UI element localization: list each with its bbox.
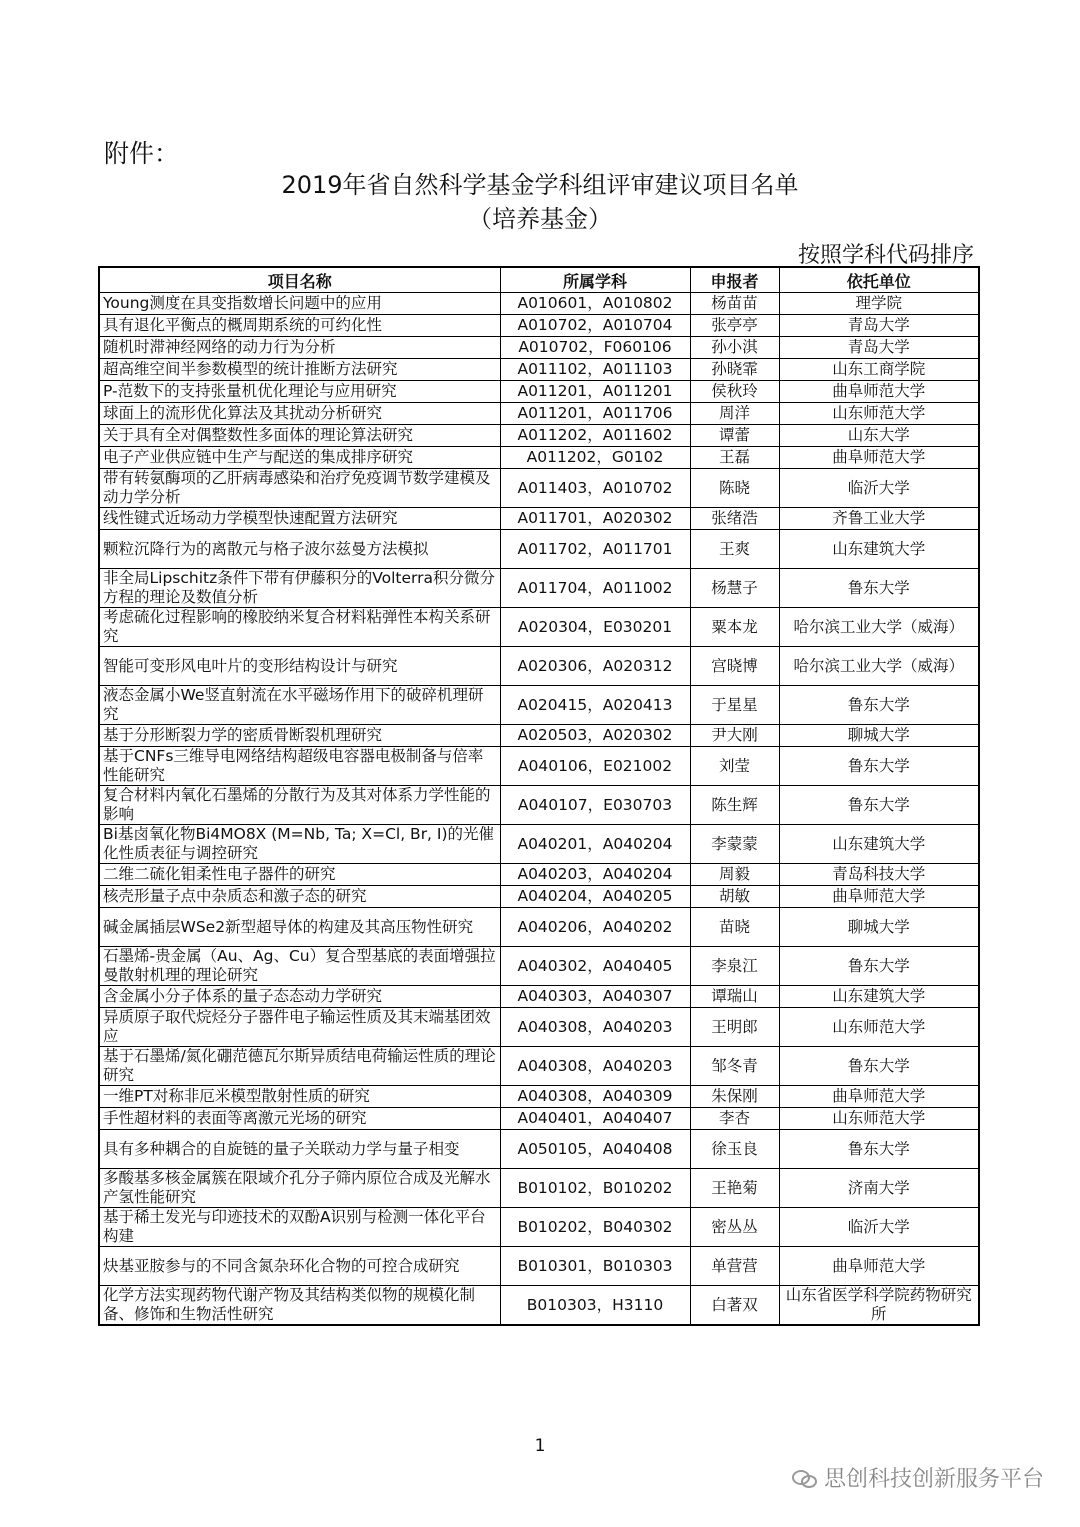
table-row [99,747,979,786]
project-name-cell: 球面上的流形优化算法及其扰动分析研究 [99,403,500,425]
subject-code-cell: A040302，A040405 [500,947,690,986]
table-row [99,947,979,986]
applicant-cell: 陈晓 [690,469,779,508]
project-name-cell: 非全局Lipschitz条件下带有伊藤积分的Volterra积分微分方程的理论及数值分析 [99,569,500,608]
subject-code-cell: A011701，A020302 [500,508,690,530]
table-row [99,315,979,337]
subject-code-cell: A010702，A010704 [500,315,690,337]
project-name-cell: 多酸基多核金属簇在限域介孔分子筛内原位合成及光解水产氢性能研究 [99,1169,500,1208]
table-row [99,359,979,381]
table-row [99,1086,979,1108]
table-row [99,864,979,886]
unit-cell: 曲阜师范大学 [779,1086,979,1108]
table-row [99,293,979,315]
unit-cell: 曲阜师范大学 [779,886,979,908]
applicant-cell: 白著双 [690,1286,779,1326]
subject-code-cell: B010102，B010202 [500,1169,690,1208]
unit-cell: 理学院 [779,293,979,315]
subject-code-cell: A020306，A020312 [500,647,690,686]
project-name-cell: 考虑硫化过程影响的橡胶纳米复合材料粘弹性本构关系研究 [99,608,500,647]
unit-cell: 鲁东大学 [779,1047,979,1086]
project-name-cell: 炔基亚胺参与的不同含氮杂环化合物的可控合成研究 [99,1247,500,1286]
unit-cell: 鲁东大学 [779,569,979,608]
subject-code-cell: A040203，A040204 [500,864,690,886]
unit-cell: 鲁东大学 [779,786,979,825]
project-name-cell: 具有退化平衡点的概周期系统的可约化性 [99,315,500,337]
applicant-cell: 李泉江 [690,947,779,986]
page-subtitle: （培养基金） [468,205,612,233]
subject-code-cell: A020503，A020302 [500,725,690,747]
unit-cell: 鲁东大学 [779,1130,979,1169]
project-name-cell: 具有多种耦合的自旋链的量子关联动力学与量子相变 [99,1130,500,1169]
project-name-cell: 带有转氨酶项的乙肝病毒感染和治疗免疫调节数学建模及动力学分析 [99,469,500,508]
table-row [99,1247,979,1286]
unit-cell: 青岛大学 [779,337,979,359]
applicant-cell: 杨苗苗 [690,293,779,315]
subject-code-cell: A040308，A040203 [500,1008,690,1047]
project-name-cell: 随机时滞神经网络的动力行为分析 [99,337,500,359]
subject-code-cell: A050105，A040408 [500,1130,690,1169]
project-name-cell: 电子产业供应链中生产与配送的集成排序研究 [99,447,500,469]
subject-code-cell: A011202，A011602 [500,425,690,447]
applicant-cell: 单营营 [690,1247,779,1286]
applicant-cell: 宫晓博 [690,647,779,686]
applicant-cell: 于星星 [690,686,779,725]
sort-note: 按照学科代码排序 [797,243,974,268]
unit-cell: 山东工商学院 [779,359,979,381]
applicant-cell: 尹大刚 [690,725,779,747]
subject-code-cell: A040401，A040407 [500,1108,690,1130]
project-name-cell: 异质原子取代烷烃分子器件电子输运性质及其末端基团效应 [99,1008,500,1047]
unit-cell: 鲁东大学 [779,686,979,725]
table-row [99,1008,979,1047]
column-header-project-name: 项目名称 [99,267,500,293]
applicant-cell: 张亭亭 [690,315,779,337]
project-name-cell: 一维PT对称非厄米模型散射性质的研究 [99,1086,500,1108]
applicant-cell: 粟本龙 [690,608,779,647]
project-name-cell: 二维二硫化钼柔性电子器件的研究 [99,864,500,886]
project-name-cell: 关于具有全对偶整数性多面体的理论算法研究 [99,425,500,447]
project-name-cell: 碱金属插层WSe2新型超导体的构建及其高压物性研究 [99,908,500,947]
applicant-cell: 王明郎 [690,1008,779,1047]
table-row [99,569,979,608]
unit-cell: 哈尔滨工业大学（威海） [779,608,979,647]
subject-code-cell: B010303，H3110 [500,1286,690,1326]
applicant-cell: 侯秋玲 [690,381,779,403]
applicant-cell: 李杏 [690,1108,779,1130]
project-name-cell: Young测度在具变指数增长问题中的应用 [99,293,500,315]
column-header-unit: 依托单位 [779,267,979,293]
subject-code-cell: A040204，A040205 [500,886,690,908]
applicant-cell: 谭瑞山 [690,986,779,1008]
project-name-cell: 液态金属小We竖直射流在水平磁场作用下的破碎机理研究 [99,686,500,725]
subject-code-cell: A011202，G0102 [500,447,690,469]
project-name-cell: 颗粒沉降行为的离散元与格子波尔兹曼方法模拟 [99,530,500,569]
table-row [99,447,979,469]
applicant-cell: 苗晓 [690,908,779,947]
table-row [99,508,979,530]
table-row [99,886,979,908]
table-row [99,1130,979,1169]
unit-cell: 临沂大学 [779,1208,979,1247]
project-name-cell: 核壳形量子点中杂质态和激子态的研究 [99,886,500,908]
unit-cell: 山东大学 [779,425,979,447]
table-row [99,337,979,359]
applicant-cell: 刘莹 [690,747,779,786]
subject-code-cell: A040107，E030703 [500,786,690,825]
unit-cell: 曲阜师范大学 [779,381,979,403]
applicant-cell: 密丛丛 [690,1208,779,1247]
table-row [99,686,979,725]
subject-code-cell: A020304，E030201 [500,608,690,647]
project-name-cell: 手性超材料的表面等离激元光场的研究 [99,1108,500,1130]
applicant-cell: 邹冬青 [690,1047,779,1086]
unit-cell: 鲁东大学 [779,747,979,786]
subject-code-cell: B010301，B010303 [500,1247,690,1286]
table-row [99,725,979,747]
column-header-applicant: 申报者 [690,267,779,293]
table-row [99,908,979,947]
subject-code-cell: A010601，A010802 [500,293,690,315]
table-row [99,825,979,864]
unit-cell: 山东建筑大学 [779,986,979,1008]
table-row [99,986,979,1008]
unit-cell: 青岛科技大学 [779,864,979,886]
subject-code-cell: A011403，A010702 [500,469,690,508]
applicant-cell: 胡敏 [690,886,779,908]
unit-cell: 山东建筑大学 [779,825,979,864]
unit-cell: 齐鲁工业大学 [779,508,979,530]
subject-code-cell: A010702，F060106 [500,337,690,359]
page-title: 2019年省自然科学基金学科组评审建议项目名单 [281,171,799,199]
footer-watermark [792,1462,1044,1493]
unit-cell: 山东师范大学 [779,1008,979,1047]
page-number: 1 [534,1436,546,1456]
project-name-cell: 基于稀土发光与印迹技术的双酚A识别与检测一体化平台构建 [99,1208,500,1247]
column-header-subject: 所属学科 [500,267,690,293]
subject-code-cell: A040308，A040309 [500,1086,690,1108]
applicant-cell: 孙晓霏 [690,359,779,381]
table-row [99,403,979,425]
subject-code-cell: A011704，A011002 [500,569,690,608]
applicant-cell: 周毅 [690,864,779,886]
subject-code-cell: A040201，A040204 [500,825,690,864]
applicant-cell: 谭蕾 [690,425,779,447]
project-name-cell: 复合材料内氧化石墨烯的分散行为及其对体系力学性能的影响 [99,786,500,825]
project-table [98,266,980,1326]
unit-cell: 鲁东大学 [779,947,979,986]
table-row [99,647,979,686]
subject-code-cell: A040303，A040307 [500,986,690,1008]
unit-cell: 曲阜师范大学 [779,1247,979,1286]
table-row [99,1108,979,1130]
table-row [99,1047,979,1086]
subject-code-cell: A040106，E021002 [500,747,690,786]
subject-code-cell: A011702，A011701 [500,530,690,569]
subject-code-cell: A040206，A040202 [500,908,690,947]
applicant-cell: 徐玉良 [690,1130,779,1169]
project-name-cell: 超高维空间半参数模型的统计推断方法研究 [99,359,500,381]
wechat-icon [792,1468,818,1488]
table-row [99,530,979,569]
table-row [99,786,979,825]
applicant-cell: 朱保刚 [690,1086,779,1108]
subject-code-cell: A011102，A011103 [500,359,690,381]
project-name-cell: P-范数下的支持张量机优化理论与应用研究 [99,381,500,403]
table-row [99,381,979,403]
subject-code-cell: A020415，A020413 [500,686,690,725]
unit-cell: 聊城大学 [779,725,979,747]
table-row [99,1169,979,1208]
table-row [99,469,979,508]
subject-code-cell: A011201，A011706 [500,403,690,425]
footer-text: 思创科技创新服务平台 [823,1467,1044,1492]
applicant-cell: 孙小淇 [690,337,779,359]
applicant-cell: 杨慧子 [690,569,779,608]
applicant-cell: 张绪浩 [690,508,779,530]
project-name-cell: 石墨烯-贵金属（Au、Ag、Cu）复合型基底的表面增强拉曼散射机理的理论研究 [99,947,500,986]
table-body [99,293,979,1326]
table-row [99,1286,979,1326]
table-row [99,1208,979,1247]
applicant-cell: 王艳菊 [690,1169,779,1208]
unit-cell: 山东师范大学 [779,1108,979,1130]
table-row [99,608,979,647]
unit-cell: 山东师范大学 [779,403,979,425]
project-name-cell: 基于分形断裂力学的密质骨断裂机理研究 [99,725,500,747]
project-name-cell: Bi基卤氧化物Bi4MO8X (M=Nb, Ta; X=Cl, Br, I)的光催化性质表征与调控研究 [99,825,500,864]
applicant-cell: 陈生辉 [690,786,779,825]
unit-cell: 哈尔滨工业大学（威海） [779,647,979,686]
applicant-cell: 王爽 [690,530,779,569]
unit-cell: 曲阜师范大学 [779,447,979,469]
attachment-label: 附件： [104,139,180,168]
unit-cell: 山东建筑大学 [779,530,979,569]
applicant-cell: 王磊 [690,447,779,469]
unit-cell: 临沂大学 [779,469,979,508]
subject-code-cell: A040308，A040203 [500,1047,690,1086]
applicant-cell: 周洋 [690,403,779,425]
project-name-cell: 含金属小分子体系的量子态态动力学研究 [99,986,500,1008]
project-name-cell: 基于CNFs三维导电网络结构超级电容器电极制备与倍率性能研究 [99,747,500,786]
unit-cell: 青岛大学 [779,315,979,337]
project-name-cell: 化学方法实现药物代谢产物及其结构类似物的规模化制备、修饰和生物活性研究 [99,1286,500,1326]
project-name-cell: 线性键式近场动力学模型快速配置方法研究 [99,508,500,530]
unit-cell: 山东省医学科学院药物研究所 [779,1286,979,1326]
subject-code-cell: B010202，B040302 [500,1208,690,1247]
unit-cell: 聊城大学 [779,908,979,947]
project-name-cell: 智能可变形风电叶片的变形结构设计与研究 [99,647,500,686]
table-header-row [99,267,979,293]
project-name-cell: 基于石墨烯/氮化硼范德瓦尔斯异质结电荷输运性质的理论研究 [99,1047,500,1086]
unit-cell: 济南大学 [779,1169,979,1208]
subject-code-cell: A011201，A011201 [500,381,690,403]
table-row [99,425,979,447]
applicant-cell: 李蒙蒙 [690,825,779,864]
